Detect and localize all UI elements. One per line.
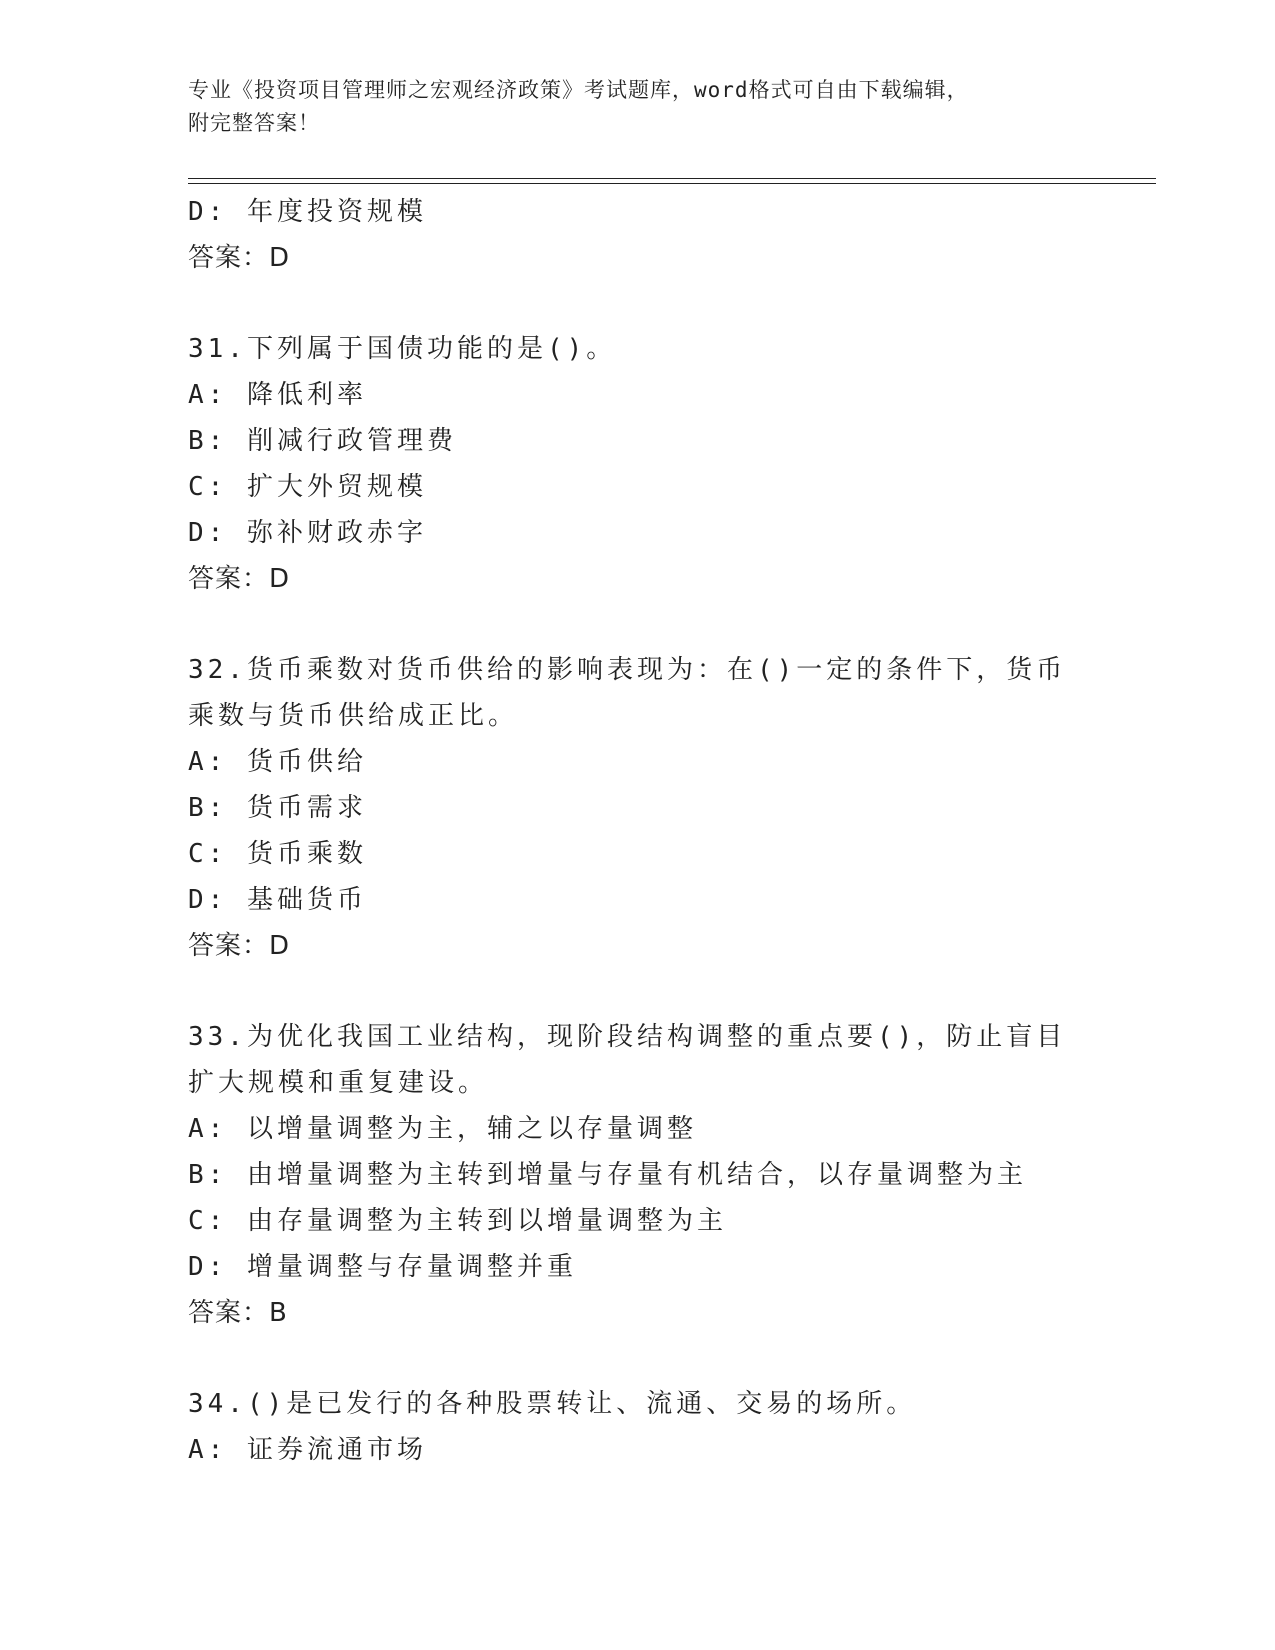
spacer [188,281,1088,326]
option-a: A: 货币供给 [188,747,367,777]
option-a: A: 降低利率 [188,380,367,410]
question-32 [188,647,1088,969]
header-line-2: 附完整答案！ [188,111,320,135]
header-divider-bottom [188,183,1156,184]
answer-label: 答案：D [188,564,291,594]
question-list [188,189,1088,1473]
option-c: C: 扩大外贸规模 [188,472,427,502]
option-b: B: 货币需求 [188,793,367,823]
option-b: B: 削减行政管理费 [188,426,457,456]
header-line-1: 专业《投资项目管理师之宏观经济政策》考试题库，word格式可自由下载编辑， [188,78,969,102]
spacer [188,602,1088,647]
question-34 [188,1381,1088,1473]
answer-label: 答案：B [188,1298,288,1328]
answer-label: 答案：D [188,243,291,273]
option-d: D: 弥补财政赤字 [188,518,427,548]
question-33 [188,1014,1088,1336]
option-a: A: 证券流通市场 [188,1435,427,1465]
answer-label: 答案：D [188,931,291,961]
question-stem: 33.为优化我国工业结构，现阶段结构调整的重点要()，防止盲目扩大规模和重复建设。 [188,1022,1067,1098]
question-stem: 32.货币乘数对货币供给的影响表现为：在()一定的条件下，货币乘数与货币供给成正比。 [188,655,1067,731]
document-header [188,74,1088,140]
option-b: B: 由增量调整为主转到增量与存量有机结合，以存量调整为主 [188,1160,1027,1190]
option-d: D: 年度投资规模 [188,197,427,227]
option-c: C: 货币乘数 [188,839,367,869]
option-c: C: 由存量调整为主转到以增量调整为主 [188,1206,727,1236]
question-stem: 31.下列属于国债功能的是()。 [188,334,617,364]
header-divider-top [188,178,1156,179]
option-d: D: 增量调整与存量调整并重 [188,1252,577,1282]
question-31 [188,326,1088,602]
spacer [188,969,1088,1014]
option-a: A: 以增量调整为主，辅之以存量调整 [188,1114,697,1144]
question-stem: 34.()是已发行的各种股票转让、流通、交易的场所。 [188,1389,917,1419]
spacer [188,1336,1088,1381]
option-d: D: 基础货币 [188,885,367,915]
